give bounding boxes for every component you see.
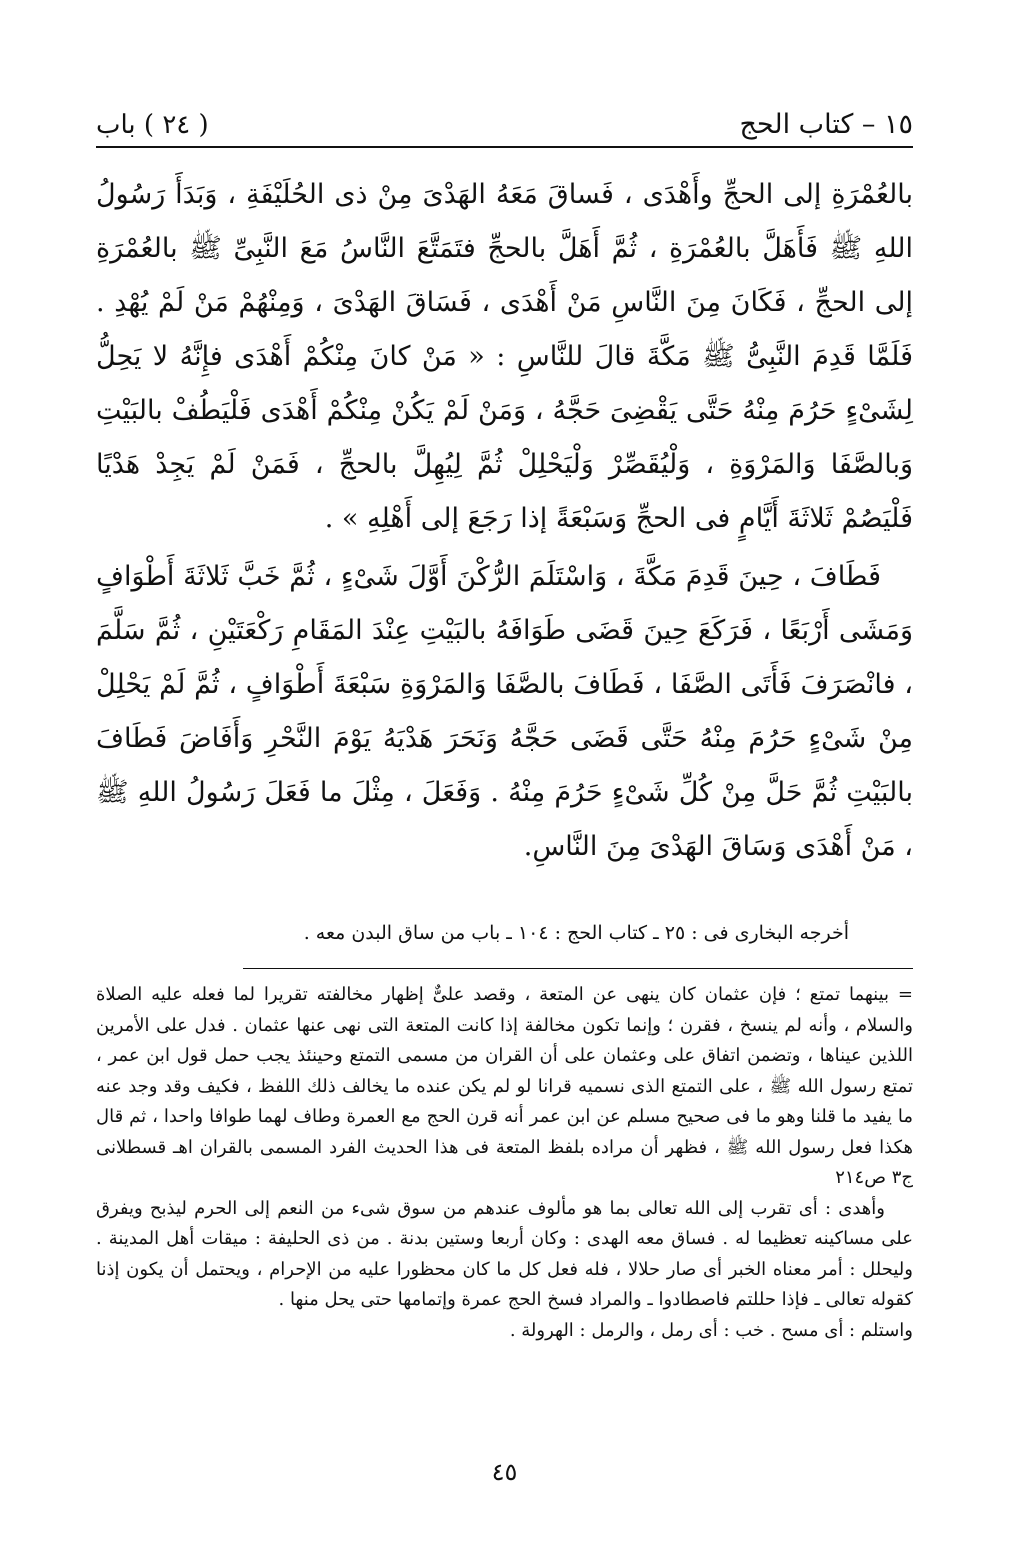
footnote-divider [243, 968, 913, 969]
chapter-title: ١٥ – كتاب الحج [739, 109, 913, 140]
hadith-paragraph: بالعُمْرَةِ إلى الحجِّ وأَهْدَى ، فَساقَ مَعَهُ الهَدْىَ مِنْ ذى الحُلَيْفَةِ ، وَبَدَأَ رَسُولُ اللهِ ﷺ فَأَهَلَّ بالعُمْرَةِ ، ثُمَّ أَهَلَّ بالحجِّ فتَمَتَّعَ النَّاسُ مَعَ النَّبِىِّ ﷺ بالعُمْرَةِ إلى الحجِّ ، فَكَانَ مِنَ النَّاسِ مَنْ أَهْدَى ، فَسَاقَ الهَدْىَ ، وَمِنْهُمْ مَنْ لَمْ يُهْدِ . فَلَمَّا قَدِمَ النَّبِىُّ ﷺ مَكَّةَ قالَ للنَّاسِ : « مَنْ كانَ مِنْكُمْ أَهْدَى فإِنَّهُ لا يَحِلُّ لِشَىْءٍ حَرُمَ مِنْهُ حَتَّى يَقْضِىَ حَجَّهُ ، وَمَنْ لَمْ يَكُنْ مِنْكُمْ أَهْدَى فَلْيَطُفْ بالبَيْتِ وَبالصَّفَا وَالمَرْوَةِ ، وَلْيُقَصِّرْ وَلْيَحْلِلْ ثُمَّ لِيُهِلَّ بالحجِّ ، فَمَنْ لَمْ يَجِدْ هَدْيًا فَلْيَصُمْ ثَلاثَةَ أَيَّامٍ فى الحجِّ وَسَبْعَةً إذا رَجَعَ إلى أَهْلِهِ » . [96, 179, 913, 534]
footnote: وأهدى : أى تقرب إلى الله تعالى بما هو مألوف عندهم من سوق شىء من النعم إلى الحرم ليذبح ويفرق على مساكينه تعظيما له . فساق معه الهدى : وكان أربعا وستين بدنة . من ذى الحليفة : ميقات أهل المدينة . وليحلل : أمر معناه الخبر أى صار حلالا ، فله فعل كل ما كان محظورا عليه من الإحرام ، ويحتمل أن يكون إذنا كقوله تعالى ـ فإذا حللتم فاصطادوا ـ والمراد فسخ الحج عمرة وإتمامها حتى يحل منها . [96, 1197, 913, 1310]
section-title: ( ٢٤ ) باب [96, 110, 209, 140]
footnote: واستلم : أى مسح . خب : أى رمل ، والرمل : الهرولة . [509, 1319, 913, 1341]
page-number: ٤٥ [491, 1458, 518, 1486]
header-divider [96, 146, 913, 148]
page-header [96, 96, 913, 140]
footnote: = بينهما تمتع ؛ فإن عثمان كان ينهى عن المتعة ، وقصد علىٌّ إظهار مخالفته تقريرا لما فعله عليه الصلاة والسلام ، وأنه لم ينسخ ، فقرن ؛ وإنما تكون مخالفة إذا كانت المتعة التى نهى عنها عثمان . فدل على الأمرين اللذين عيناها ، وتضمن اتفاق على وعثمان على أن القران من مسمى التمتع وحينئذ يجب حمل قول ابن عمر ، تمتع رسول الله ﷺ ، على التمتع الذى نسميه قرانا لو لم يكن عنده ما يخالف ذلك اللفظ ، فكيف وقد وجد عنه ما يفيد ما قلنا وهو ما فى صحيح مسلم عن ابن عمر أنه قرن الحج مع العمرة وطاف لهما طوافا واحدا ، ثم قال هكذا فعل رسول الله ﷺ ، فظهر أن مراده بلفظ المتعة فى هذا الحديث الفرد المسمى بالقران اهـ قسطلانى ج٣ ص٢١٤ [96, 984, 913, 1188]
hadith-text [96, 168, 913, 874]
footnotes [96, 980, 913, 1346]
hadith-paragraph: فَطَافَ ، حِينَ قَدِمَ مَكَّةَ ، وَاسْتَلَمَ الرُّكْنَ أَوَّلَ شَىْءٍ ، ثُمَّ خَبَّ ثَلاثَةَ أَطْوَافٍ وَمَشَى أَرْبَعًا ، فَرَكَعَ حِينَ قَضَى طَوَافَهُ بالبَيْتِ عِنْدَ المَقَامِ رَكْعَتَيْنِ ، ثُمَّ سَلَّمَ ، فانْصَرَفَ فَأَتَى الصَّفَا ، فَطَافَ بالصَّفَا وَالمَرْوَةِ سَبْعَةَ أَطْوَافٍ ، ثُمَّ لَمْ يَحْلِلْ مِنْ شَىْءٍ حَرُمَ مِنْهُ حَتَّى قَضَى حَجَّهُ وَنَحَرَ هَدْيَهُ يَوْمَ النَّحْرِ وَأَفَاضَ فَطَافَ بالبَيْتِ ثُمَّ حَلَّ مِنْ كُلِّ شَىْءٍ حَرُمَ مِنْهُ . وَفَعَلَ ، مِثْلَ ما فَعَلَ رَسُولُ اللهِ ﷺ ، مَنْ أَهْدَى وَسَاقَ الهَدْىَ مِنَ النَّاسِ. [96, 561, 913, 862]
source-reference: أخرجه البخارى فى : ٢٥ ـ كتاب الحج : ١٠٤ ـ باب من ساق البدن معه . [303, 922, 849, 944]
